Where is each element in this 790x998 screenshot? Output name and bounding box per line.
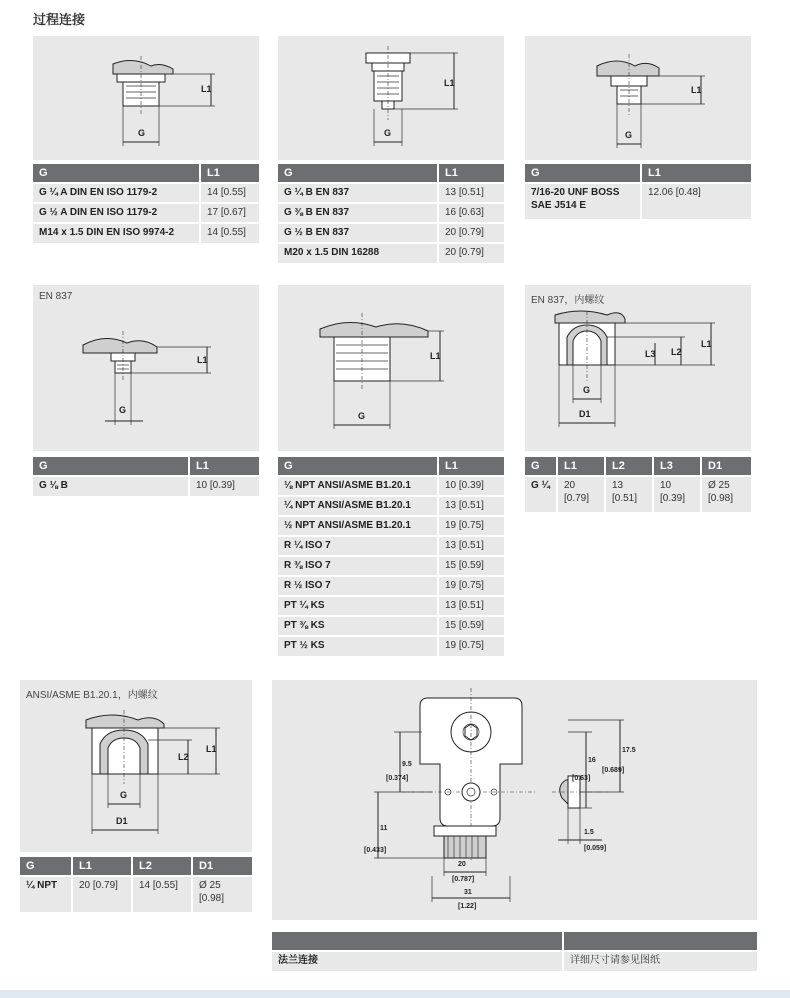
table-row: ½ NPT ANSI/ASME B1.20.1 19 [0.75]: [278, 516, 504, 536]
panel-caption: EN 837，内螺纹: [531, 295, 605, 306]
l1-label: L1: [691, 85, 702, 95]
column-header-l1: L1: [72, 857, 132, 876]
column-header-g: G: [278, 164, 438, 183]
spec-table-en837-internal: [525, 457, 751, 512]
column-header-l1: L1: [200, 164, 259, 183]
table-row: PT ½ KS 19 [0.75]: [278, 636, 504, 656]
column-header-l1: L1: [641, 164, 751, 183]
l3-label: L3: [645, 349, 656, 359]
g-label: G: [120, 790, 128, 800]
table-row: G ½ B EN 837 20 [0.79]: [278, 223, 504, 243]
table-row: G ⅜ B EN 837 16 [0.63]: [278, 203, 504, 223]
table-row: M20 x 1.5 DIN 16288 20 [0.79]: [278, 243, 504, 263]
table-row: G ⅛ B 10 [0.39]: [33, 476, 259, 496]
drawing-unf-boss: [525, 36, 751, 160]
l1-label: L1: [201, 84, 212, 94]
column-header-l1: L1: [438, 164, 504, 183]
column-header-empty: [272, 932, 563, 951]
drawing-g-b-en837: [278, 36, 504, 160]
d1-label: D1: [579, 409, 591, 419]
panel-caption: EN 837: [39, 291, 73, 302]
bottom-strip: [0, 990, 790, 998]
d1-label: D1: [116, 816, 128, 826]
dim-20-inch: [0.787]: [452, 876, 475, 883]
dim-1-5: 1.5: [584, 829, 594, 836]
column-header-g: G: [525, 457, 557, 476]
column-header-empty: [563, 932, 757, 951]
spec-table-g-b-en837: [278, 164, 504, 263]
dim-17-5-inch: [0.689]: [602, 767, 625, 774]
page-title: 过程连接: [33, 12, 86, 27]
drawing-ansi-internal: [20, 680, 252, 852]
spec-table-ansi-internal: [20, 857, 252, 912]
dim-1-5-inch: [0.059]: [584, 845, 607, 852]
column-header-g: G: [525, 164, 641, 183]
table-row: R ⅜ ISO 7 15 [0.59]: [278, 556, 504, 576]
table-row: R ¼ ISO 7 13 [0.51]: [278, 536, 504, 556]
column-header-l2: L2: [132, 857, 192, 876]
table-row: G ¼ 20 [0.79] 13 [0.51] 10 [0.39] Ø 25 [0.98]: [525, 476, 751, 512]
column-header-l1: L1: [189, 457, 259, 476]
l1-label: L1: [430, 351, 441, 361]
column-header-g: G: [278, 457, 438, 476]
spec-table-npt: [278, 457, 504, 656]
dim-11: 11: [380, 825, 388, 832]
spec-table-flange: [272, 932, 757, 971]
table-row: ¼ NPT 20 [0.79] 14 [0.55] Ø 25 [0.98]: [20, 876, 252, 912]
dim-16: 16: [588, 757, 596, 764]
table-row: G ½ A DIN EN ISO 1179-2 17 [0.67]: [33, 203, 259, 223]
panel-caption: ANSI/ASME B1.20.1，内螺纹: [26, 690, 158, 701]
l1-label: L1: [444, 78, 455, 88]
dim-31-inch: [1.22]: [458, 903, 477, 910]
table-row: PT ¼ KS 13 [0.51]: [278, 596, 504, 616]
table-row: ⅛ NPT ANSI/ASME B1.20.1 10 [0.39]: [278, 476, 504, 496]
dim-9-5-inch: [0.374]: [386, 775, 409, 782]
l1-label: L1: [701, 339, 712, 349]
column-header-l1: L1: [438, 457, 504, 476]
g-label: G: [138, 128, 146, 138]
drawing-en837-internal: [525, 285, 751, 451]
l2-label: L2: [178, 752, 189, 762]
column-header-g: G: [33, 164, 200, 183]
g-label: G: [119, 405, 127, 415]
g-label: G: [583, 385, 591, 395]
table-row: 法兰连接 详细尺寸请参见图纸: [272, 951, 757, 971]
l2-label: L2: [671, 347, 682, 357]
table-row: ¼ NPT ANSI/ASME B1.20.1 13 [0.51]: [278, 496, 504, 516]
dim-20: 20: [458, 861, 466, 868]
column-header-g: G: [20, 857, 72, 876]
column-header-l2: L2: [605, 457, 653, 476]
dim-11-inch: [0.433]: [364, 847, 387, 854]
column-header-d1: D1: [192, 857, 252, 876]
table-row: 7/16-20 UNF BOSS SAE J514 E 12.06 [0.48]: [525, 183, 751, 219]
column-header-l1: L1: [557, 457, 605, 476]
dim-16-inch: [0.63]: [572, 775, 591, 782]
dim-17-5: 17.5: [622, 747, 636, 754]
dim-31: 31: [464, 889, 472, 896]
drawing-g18-b-en837: [33, 285, 259, 451]
column-header-l3: L3: [653, 457, 701, 476]
table-row: M14 x 1.5 DIN EN ISO 9974-2 14 [0.55]: [33, 223, 259, 243]
spec-table-g-a-din: [33, 164, 259, 243]
drawing-g-a-din: [33, 36, 259, 160]
table-row: R ½ ISO 7 19 [0.75]: [278, 576, 504, 596]
column-header-d1: D1: [701, 457, 751, 476]
column-header-g: G: [33, 457, 189, 476]
table-row: PT ⅜ KS 15 [0.59]: [278, 616, 504, 636]
drawing-npt: [278, 285, 504, 451]
g-label: G: [625, 130, 633, 140]
g-label: G: [358, 411, 366, 421]
table-row: G ¼ A DIN EN ISO 1179-2 14 [0.55]: [33, 183, 259, 203]
spec-table-unf-boss: [525, 164, 751, 219]
drawing-flange: [272, 680, 757, 920]
dim-9-5: 9.5: [402, 761, 412, 768]
l1-label: L1: [197, 355, 208, 365]
spec-table-g18: [33, 457, 259, 496]
l1-label: L1: [206, 744, 217, 754]
g-label: G: [384, 128, 392, 138]
table-row: G ¼ B EN 837 13 [0.51]: [278, 183, 504, 203]
